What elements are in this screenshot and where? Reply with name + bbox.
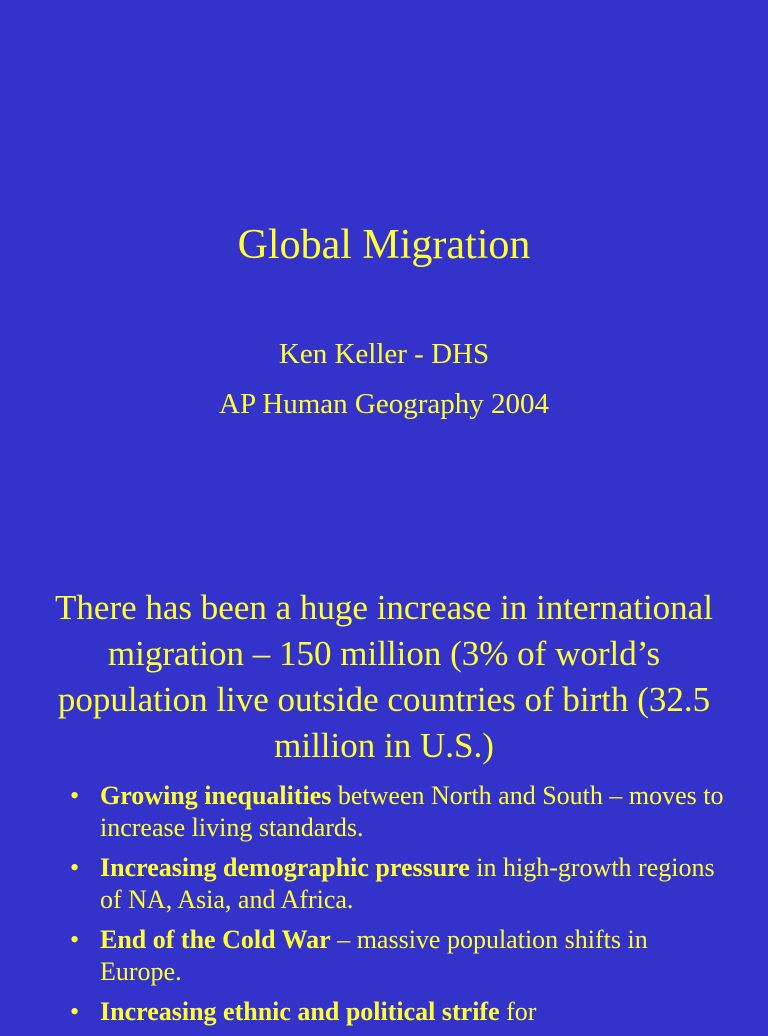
bullet-text: in high-growth regions of NA, Asia, and Africa. xyxy=(100,853,715,914)
bullet-icon: • xyxy=(70,853,80,882)
bullet-bold-text: End of the Cold War xyxy=(100,925,331,954)
course-line: AP Human Geography 2004 xyxy=(219,388,549,420)
slide-heading: There has been a huge increase in international migration – 150 million (3% of world’s population live outside countries of birth (32.5 million in U.S.) xyxy=(55,588,713,765)
bullet-list xyxy=(0,780,768,1036)
slide-title: Global Migration xyxy=(237,222,531,268)
bullet-item-demographic-pressure xyxy=(0,852,768,916)
bullet-bold-text: Increasing demographic pressure xyxy=(100,853,470,882)
bullet-bold-text: Growing inequalities xyxy=(100,781,332,810)
bullet-icon: • xyxy=(70,925,80,954)
bullet-item-ethnic-strife xyxy=(0,996,768,1028)
bullet-text: – massive population shifts in Europe. xyxy=(100,925,648,986)
author-line: Ken Keller - DHS xyxy=(278,338,490,370)
bullet-bold-text: Increasing ethnic and political strife xyxy=(100,997,500,1026)
bullet-text: between North and South – moves to increase living standards. xyxy=(100,781,724,842)
bullet-icon: • xyxy=(70,997,80,1026)
content-slide xyxy=(0,560,768,1024)
bullet-item-inequalities xyxy=(0,780,768,844)
bullet-text: for xyxy=(499,997,537,1026)
bullet-item-cold-war xyxy=(0,924,768,988)
bullet-icon: • xyxy=(70,781,80,810)
